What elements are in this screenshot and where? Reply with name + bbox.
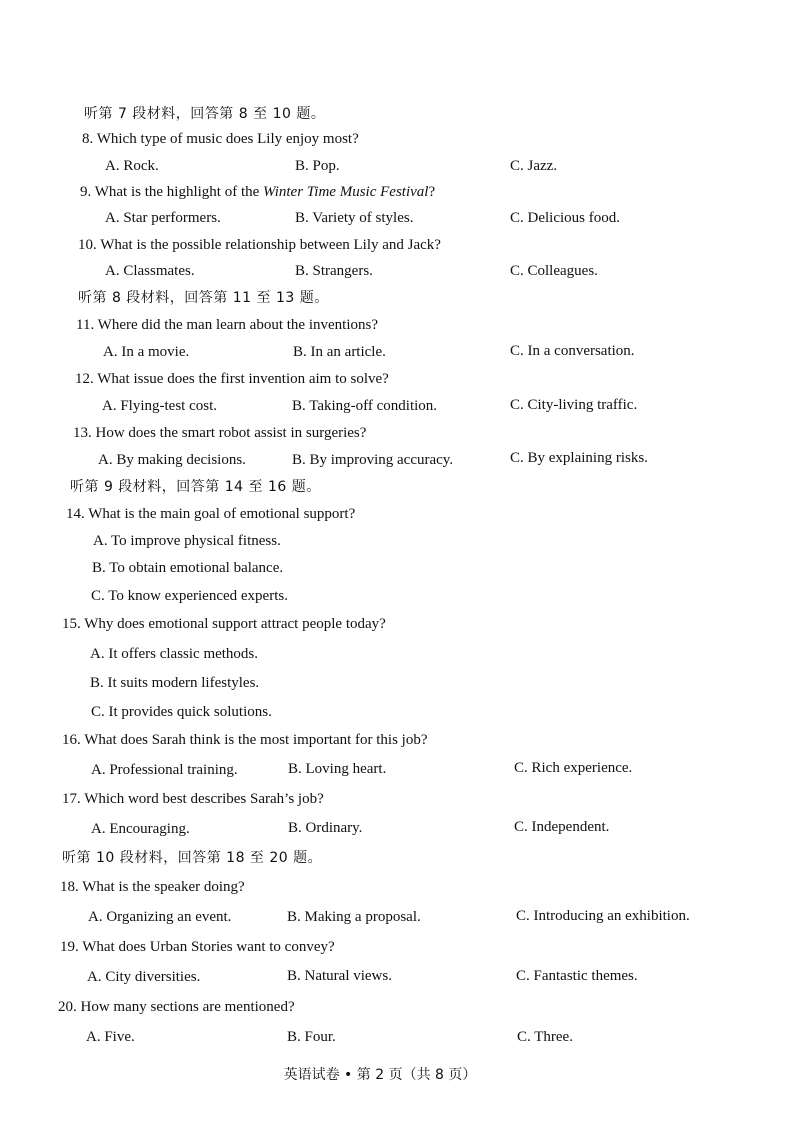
- option-a: A. Organizing an event.: [88, 909, 232, 925]
- question-text: 19. What does Urban Stories want to convey?: [60, 939, 335, 955]
- option-c: C. Colleagues.: [510, 263, 598, 279]
- option-b: B. To obtain emotional balance.: [92, 560, 284, 576]
- option-c: C. Introducing an exhibition.: [516, 908, 690, 924]
- option-a: A. Rock.: [105, 158, 159, 174]
- option-c: C. Fantastic themes.: [516, 968, 638, 984]
- question-text: 10. What is the possible relationship between Lily and Jack?: [78, 237, 441, 253]
- option-c: C. By explaining risks.: [510, 450, 648, 466]
- question-suffix: ?: [428, 184, 436, 200]
- question-text: 16. What does Sarah think is the most important for this job?: [62, 732, 428, 748]
- section-heading: 听第 9 段材料，回答第 14 至 16 题。: [70, 479, 321, 495]
- question-text: 20. How many sections are mentioned?: [58, 999, 295, 1015]
- section-heading: 听第 8 段材料，回答第 11 至 13 题。: [78, 290, 329, 306]
- option-c: C. Rich experience.: [514, 760, 633, 776]
- option-b: B. Strangers.: [295, 263, 373, 279]
- question-text: 15. Why does emotional support attract people today?: [62, 616, 386, 632]
- option-c: C. In a conversation.: [510, 343, 635, 359]
- option-a: A. Five.: [86, 1029, 135, 1045]
- option-a: A. In a movie.: [103, 344, 190, 360]
- option-b: B. Ordinary.: [288, 820, 363, 836]
- option-a: A. Classmates.: [105, 263, 195, 279]
- question-text: 8. Which type of music does Lily enjoy most?: [82, 131, 359, 147]
- option-b: B. Taking-off condition.: [292, 398, 438, 414]
- option-a: A. Flying-test cost.: [102, 398, 217, 414]
- option-b: B. Pop.: [295, 158, 340, 174]
- question-text: 12. What issue does the first invention aim to solve?: [75, 371, 389, 387]
- option-b: B. It suits modern lifestyles.: [90, 675, 260, 691]
- page-footer: 英语试卷 • 第 2 页（共 8 页）: [283, 1067, 477, 1083]
- option-a: A. Professional training.: [91, 762, 238, 778]
- option-c: C. It provides quick solutions.: [91, 704, 272, 720]
- option-c: C. Independent.: [514, 819, 610, 835]
- option-c: C. Three.: [517, 1029, 573, 1045]
- option-c: C. Jazz.: [510, 158, 558, 174]
- option-c: C. City-living traffic.: [510, 397, 638, 413]
- option-a: A. By making decisions.: [98, 452, 246, 468]
- option-b: B. Four.: [287, 1029, 336, 1045]
- option-a: A. City diversities.: [87, 969, 201, 985]
- option-c: C. To know experienced experts.: [91, 588, 288, 604]
- question-text: 14. What is the main goal of emotional support?: [66, 506, 356, 522]
- option-b: B. Variety of styles.: [295, 210, 414, 226]
- option-b: B. Loving heart.: [288, 761, 387, 777]
- question-text: [80, 183, 435, 201]
- option-a: A. It offers classic methods.: [90, 646, 259, 662]
- option-b: B. In an article.: [293, 344, 386, 360]
- option-c: C. Delicious food.: [510, 210, 620, 226]
- option-a: A. Star performers.: [105, 210, 221, 226]
- festival-name: Winter Time Music Festival: [263, 184, 429, 200]
- section-heading: 听第 10 段材料，回答第 18 至 20 题。: [62, 850, 323, 866]
- question-text: 18. What is the speaker doing?: [60, 879, 245, 895]
- question-text: 11. Where did the man learn about the inventions?: [76, 317, 378, 333]
- question-prefix: 9. What is the highlight of the: [80, 184, 264, 200]
- option-b: B. By improving accuracy.: [292, 452, 454, 468]
- option-a: A. Encouraging.: [91, 821, 190, 837]
- question-text: 13. How does the smart robot assist in surgeries?: [73, 425, 367, 441]
- section-heading: 听第 7 段材料，回答第 8 至 10 题。: [84, 106, 326, 122]
- option-a: A. To improve physical fitness.: [93, 533, 281, 549]
- option-b: B. Natural views.: [287, 968, 392, 984]
- option-b: B. Making a proposal.: [287, 909, 421, 925]
- question-text: 17. Which word best describes Sarah’s job?: [62, 791, 324, 807]
